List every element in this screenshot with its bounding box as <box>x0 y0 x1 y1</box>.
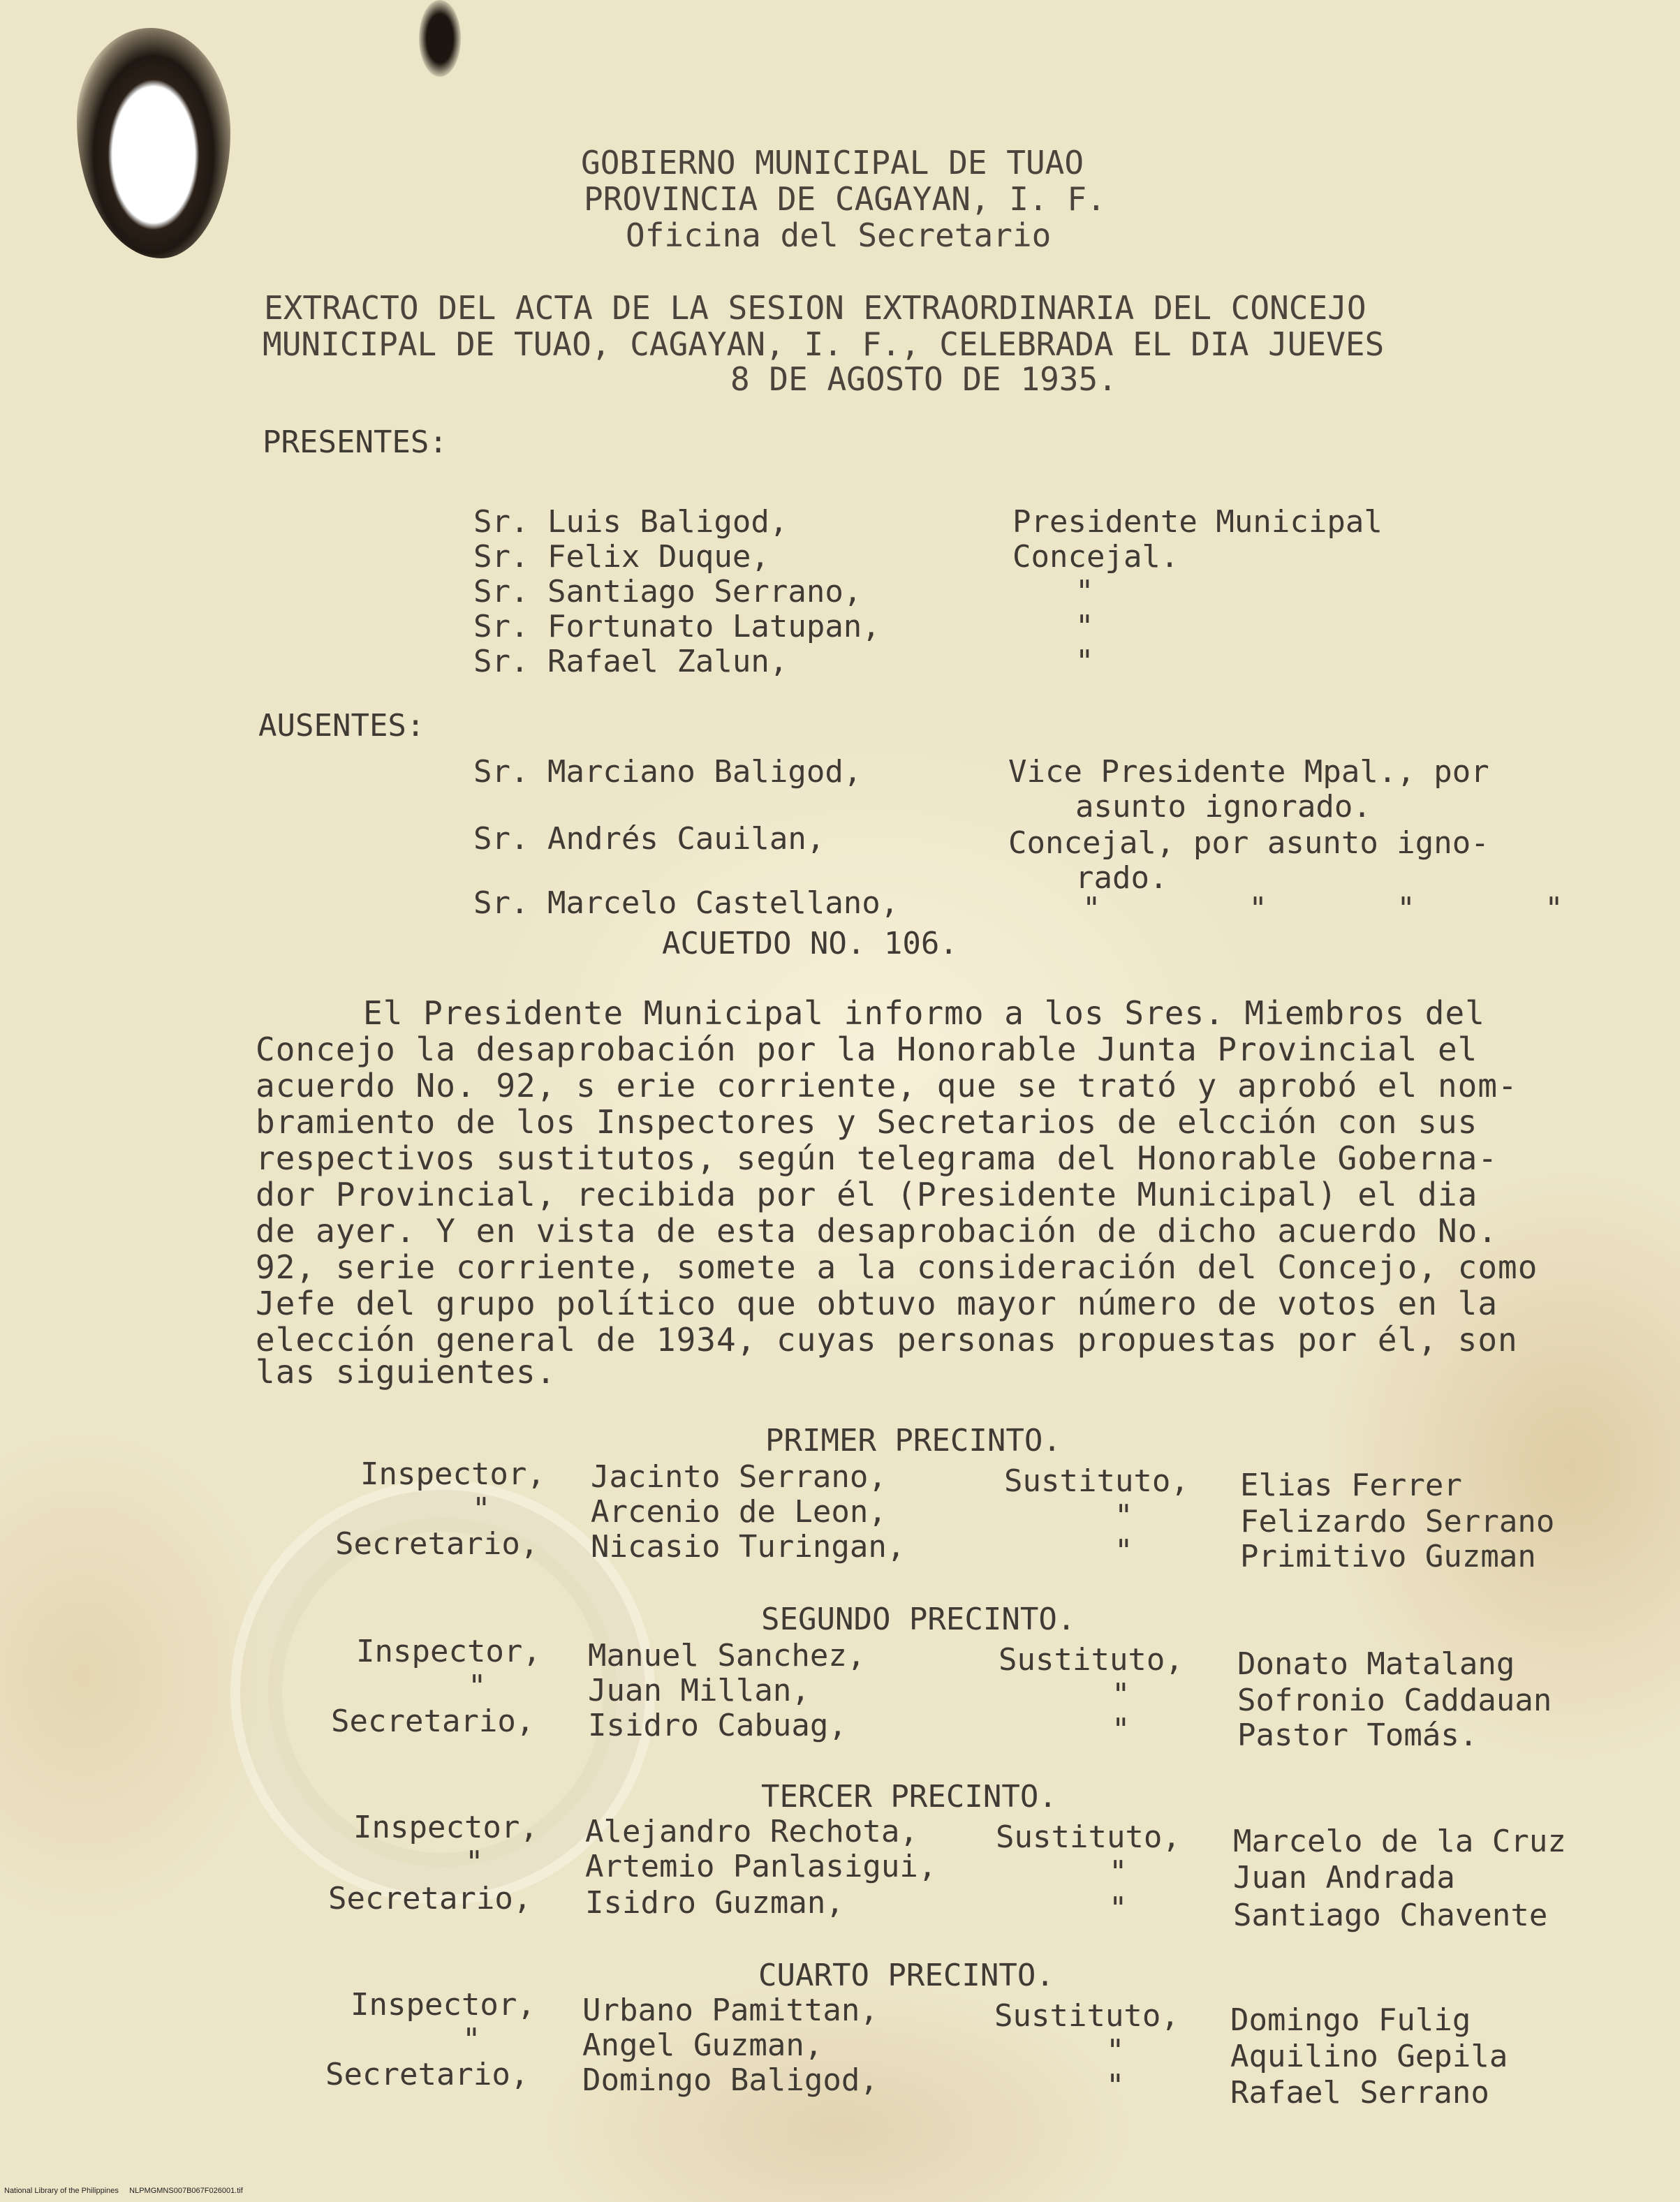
precinto-subname: Domingo Fulig <box>1230 2002 1471 2038</box>
precinto-subname: Sofronio Caddauan <box>1237 1683 1552 1718</box>
precinto-sub: " <box>1114 1533 1133 1569</box>
precinto-subname: Santiago Chavente <box>1233 1898 1548 1933</box>
absent-member-role: Concejal, por asunto igno- <box>1008 825 1489 861</box>
ausentes-label: AUSENTES: <box>258 708 425 744</box>
paragraph-line: las siguientes. <box>256 1353 557 1391</box>
precinto-subname: Elias Ferrer <box>1240 1468 1462 1503</box>
precinto-title: PRIMER PRECINTO. <box>765 1423 1061 1458</box>
precinto-sub: " <box>1109 1854 1128 1890</box>
precinto-name: Isidro Guzman, <box>585 1885 844 1921</box>
precinto-name: Artemio Panlasigui, <box>585 1849 937 1884</box>
precinto-role: Secretario, <box>331 1704 535 1739</box>
precinto-sub: Sustituto, <box>999 1642 1184 1678</box>
present-member-role: " <box>1075 644 1094 679</box>
precinto-sub: " <box>1106 2033 1125 2069</box>
precinto-subname: Rafael Serrano <box>1230 2075 1489 2111</box>
paragraph-line: Concejo la desaprobación por la Honorable Junta Provincial el <box>256 1030 1478 1068</box>
header-line-1: GOBIERNO MUNICIPAL DE TUAO <box>581 144 1084 182</box>
paragraph-line: acuerdo No. 92, s erie corriente, que se trató y aprobó el nom- <box>256 1067 1518 1104</box>
precinto-role: Inspector, <box>353 1810 538 1845</box>
precinto-sub: " <box>1109 1891 1128 1926</box>
precinto-sub: Sustituto, <box>1004 1463 1189 1499</box>
precinto-title: TERCER PRECINTO. <box>761 1779 1057 1815</box>
present-member-name: Sr. Felix Duque, <box>473 539 769 575</box>
precinto-role: Inspector, <box>356 1634 541 1669</box>
burn-hole-stain <box>77 28 230 258</box>
precinto-role: Secretario, <box>325 2057 529 2092</box>
acuerdo-number: ACUETDO NO. 106. <box>662 926 958 961</box>
absent-member-name: Sr. Andrés Cauilan, <box>473 821 825 857</box>
precinto-name: Jacinto Serrano, <box>591 1459 887 1495</box>
absent-member-name: Sr. Marciano Baligod, <box>473 754 862 790</box>
precinto-name: Arcenio de Leon, <box>591 1494 887 1530</box>
precinto-sub: " <box>1112 1677 1130 1713</box>
precinto-sub: Sustituto, <box>996 1819 1181 1855</box>
title-line-1: EXTRACTO DEL ACTA DE LA SESION EXTRAORDINARIA DEL CONCEJO <box>264 289 1366 327</box>
absent-member-role-cont: asunto ignorado. <box>1075 789 1371 825</box>
precinto-role: " <box>462 2022 481 2057</box>
precinto-subname: Juan Andrada <box>1233 1860 1455 1896</box>
precinto-sub: Sustituto, <box>994 1998 1179 2034</box>
precinto-title: SEGUNDO PRECINTO. <box>761 1602 1076 1637</box>
precinto-subname: Pastor Tomás. <box>1237 1717 1478 1753</box>
absent-member-name: Sr. Marcelo Castellano, <box>473 885 899 921</box>
present-member-name: Sr. Rafael Zalun, <box>473 644 788 679</box>
present-member-name: Sr. Santiago Serrano, <box>473 574 862 609</box>
precinto-role: " <box>468 1669 487 1704</box>
precinto-role: Inspector, <box>351 1987 536 2023</box>
ink-stain <box>419 0 461 77</box>
paragraph-line: Jefe del grupo político que obtuvo mayor número de votos en la <box>256 1285 1498 1322</box>
precinto-name: Angel Guzman, <box>582 2027 823 2063</box>
absent-member-role: Vice Presidente Mpal., por <box>1008 754 1489 790</box>
present-member-role: " <box>1075 574 1094 609</box>
precinto-role: Secretario, <box>328 1881 532 1916</box>
present-member-name: Sr. Luis Baligod, <box>473 504 788 540</box>
header-line-3: Oficina del Secretario <box>626 216 1052 254</box>
presentes-label: PRESENTES: <box>263 424 448 460</box>
precinto-name: Domingo Baligod, <box>582 2062 878 2098</box>
precinto-sub: " <box>1106 2068 1125 2104</box>
present-member-name: Sr. Fortunato Latupan, <box>473 609 880 644</box>
paragraph-line: dor Provincial, recibida por él (Presidente Municipal) el dia <box>256 1176 1478 1213</box>
precinto-subname: Donato Matalang <box>1237 1646 1515 1682</box>
precinto-name: Urbano Pamittan, <box>582 1993 878 2028</box>
precinto-name: Alejandro Rechota, <box>585 1814 918 1849</box>
archive-footer: National Library of the Philippines NLPMGMNS007B067F026001.tif <box>4 2187 243 2195</box>
precinto-sub: " <box>1114 1498 1133 1534</box>
precinto-title: CUARTO PRECINTO. <box>758 1958 1054 1993</box>
paragraph-line: elección general de 1934, cuyas personas propuestas por él, son <box>256 1321 1518 1359</box>
precinto-subname: Felizardo Serrano <box>1240 1504 1555 1539</box>
header-line-2: PROVINCIA DE CAGAYAN, I. F. <box>584 180 1106 218</box>
paragraph-line: 92, serie corriente, somete a la consideración del Concejo, como <box>256 1248 1538 1286</box>
paragraph-line: de ayer. Y en vista de esta desaprobación de dicho acuerdo No. <box>256 1212 1498 1250</box>
precinto-role: Secretario, <box>335 1526 539 1562</box>
precinto-role: " <box>472 1491 491 1527</box>
absent-member-role-cont: rado. <box>1075 860 1168 896</box>
precinto-name: Isidro Cabuag, <box>588 1708 847 1743</box>
present-member-role: " <box>1075 609 1094 644</box>
title-line-3: 8 DE AGOSTO DE 1935. <box>730 360 1117 398</box>
precinto-sub: " <box>1112 1712 1130 1747</box>
title-line-2: MUNICIPAL DE TUAO, CAGAYAN, I. F., CELEBRADA EL DIA JUEVES <box>263 325 1385 363</box>
present-member-role: Presidente Municipal <box>1012 504 1383 540</box>
precinto-name: Juan Millan, <box>588 1673 810 1708</box>
precinto-role: " <box>465 1845 484 1880</box>
precinto-role: Inspector, <box>360 1456 545 1492</box>
paragraph-line: respectivos sustitutos, según telegrama del Honorable Goberna- <box>256 1139 1498 1177</box>
precinto-name: Manuel Sanchez, <box>588 1638 866 1673</box>
paragraph-line: bramiento de los Inspectores y Secretarios de elcción con sus <box>256 1103 1478 1141</box>
precinto-subname: Marcelo de la Cruz <box>1233 1824 1566 1859</box>
precinto-subname: Primitivo Guzman <box>1240 1539 1536 1574</box>
absent-member-role: " " " " <box>1082 891 1563 926</box>
present-member-role: Concejal. <box>1012 539 1179 575</box>
precinto-name: Nicasio Turingan, <box>591 1529 906 1565</box>
precinto-subname: Aquilino Gepila <box>1230 2039 1508 2074</box>
paragraph-line: El Presidente Municipal informo a los Sres. Miembros del <box>363 994 1485 1032</box>
